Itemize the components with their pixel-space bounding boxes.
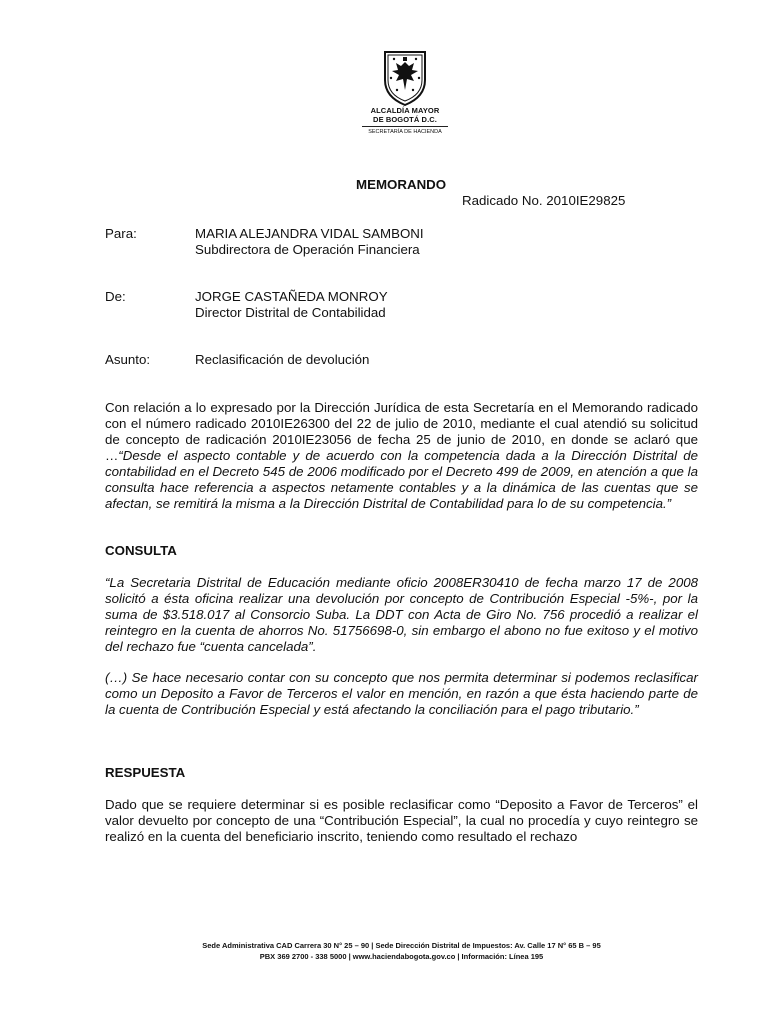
respuesta-paragraph-1: Dado que se requiere determinar si es posible reclasificar como “Deposito a Favor de Terceros” el valor devuelto por concepto de una “Contribución Especial”, la cual no procedía y cuyo reintegro se realizó en la cuenta del beneficiario inscrito, teniendo como resultado el rechazo [105,797,698,844]
respuesta-heading: RESPUESTA [105,765,186,780]
logo-line-3: SECRETARÍA DE HACIENDA [368,129,442,135]
consulta-paragraph-1: “La Secretaria Distrital de Educación mediante oficio 2008ER30410 de fecha marzo 17 de 2008 solicitó a ésta oficina realizar una devolución por concepto de Contribución Especial -5%-, por la suma de $3.518.017 al Consorcio Suba. La DDT con Acta de Giro No. 756 procedió a realizar el reintegro en la cuenta de ahorros No. 51756698-0, sin embargo el abono no fue exitoso y el motivo del rechazo fue “cuenta cancelada”. [105,575,698,654]
de-name: JORGE CASTAÑEDA MONROY [195,289,388,304]
de-label: De: [105,289,126,304]
document-title: MEMORANDO [356,177,447,192]
consulta-heading: CONSULTA [105,543,177,558]
para-label: Para: [105,226,137,241]
bogota-coat-of-arms-icon [382,50,428,106]
logo-divider [362,126,448,127]
page-footer [105,940,698,962]
de-sender [195,289,388,321]
intro-paragraph [105,400,698,512]
para-name: MARIA ALEJANDRA VIDAL SAMBONI [195,226,424,241]
intro-quote: “Desde el aspecto contable y de acuerdo con la competencia dada a la Dirección Distrital de contabilidad en el Decreto 545 de 2006 modificado por el Decreto 499 de 2009, en atención a que la consulta hace referencia a aspectos netamente contables y a la dinámica de las cuentas que se afectan, se remitirá la misma a la Dirección Distrital de Contabilidad para lo de su competencia.” [105,448,698,511]
intro-text: Con relación a lo expresado por la Dirección Jurídica de esta Secretaría en el Memorando radicado con el número radicado 2010IE26300 del 22 de julio de 2010, mediante el cual atendió su solicitud de concepto de radicación 2010IE23056 de fecha 25 de junio de 2010, en donde se aclaró que … [105,400,698,463]
logo-line-2: DE BOGOTÁ D.C. [373,115,437,124]
para-recipient [195,226,424,258]
footer-contact: PBX 369 2700 - 338 5000 | www.haciendabogota.gov.co | Información: Línea 195 [259,952,544,961]
footer-address: Sede Administrativa CAD Carrera 30 N° 25 – 90 | Sede Dirección Distrital de Impuestos: Av. Calle 17 N° 65 B – 95 [202,941,601,950]
asunto-value: Reclasificación de devolución [195,352,370,367]
para-role: Subdirectora de Operación Financiera [195,242,420,257]
de-role: Director Distrital de Contabilidad [195,305,386,320]
logo-line-1: ALCALDÍA MAYOR [370,106,440,115]
alcaldia-logo [360,50,450,142]
consulta-paragraph-2: (…) Se hace necesario contar con su concepto que nos permita determinar si podemos reclasificar como un Deposito a Favor de Terceros el valor en mención, en razón a que ésta haciendo parte de la cuenta de Contribución Especial y está afectando la conciliación para el pago tributario.” [105,670,698,717]
asunto-label: Asunto: [105,352,151,367]
radicado-number: Radicado No. 2010IE29825 [462,193,626,208]
